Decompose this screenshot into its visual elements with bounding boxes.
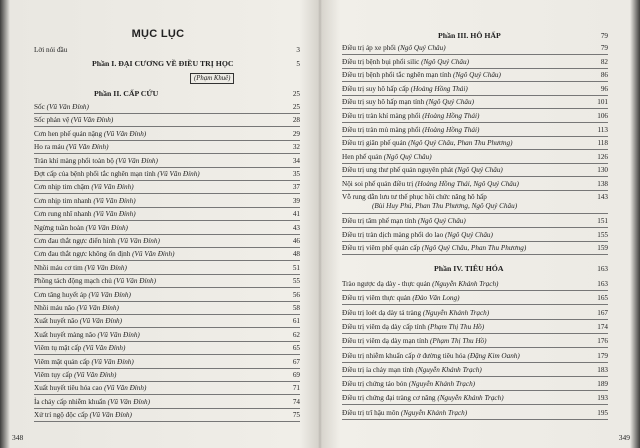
toc-entry-page: 101 (597, 98, 608, 107)
toc-entry-author: (Ngô Quý Châu) (383, 152, 432, 161)
toc-entry (342, 124, 608, 137)
toc-entry (34, 208, 300, 221)
toc-entry-title: Cơn đau thắt ngực không ổn định (34, 250, 131, 259)
toc-entry-title: Nhồi máu cơ tim (34, 263, 83, 272)
toc-entry-page: 43 (292, 223, 300, 232)
toc-entry-title: Cơn rung nhĩ nhanh (34, 210, 92, 219)
toc-entry-text (342, 151, 432, 163)
toc-entry-text (34, 101, 89, 113)
toc-entry-author: (Hoàng Hồng Thái) (410, 84, 468, 93)
toc-entry (34, 155, 300, 168)
vo-rung-row (342, 191, 608, 214)
toc-entry (34, 195, 300, 208)
toc-entry-text (34, 222, 128, 234)
toc-entry-page: 35 (292, 170, 300, 178)
toc-entry-title: Nội soi phế quản điều trị (342, 180, 414, 188)
toc-entry-title: Cơn nhịp tim nhanh (34, 196, 92, 205)
toc-entry (34, 181, 300, 194)
toc-entry (342, 307, 608, 320)
toc-entry-text (34, 248, 174, 260)
toc-entry-text (34, 155, 158, 167)
toc-entry-page: 174 (597, 322, 608, 331)
toc-entry-page: 61 (292, 317, 300, 326)
toc-entry-text (34, 208, 136, 220)
toc-entry-text (34, 369, 116, 381)
toc-entry-text (34, 409, 132, 421)
part4-page: 163 (597, 265, 608, 273)
toc-entry-page: 179 (597, 351, 608, 360)
toc-entry-author: (Nguyễn Khánh Trạch) (422, 308, 490, 317)
toc-entry-title: Điều trị suy hô hấp cấp (342, 84, 409, 93)
toc-entry (342, 350, 608, 363)
toc-entry-page: 65 (292, 344, 300, 353)
toc-entry-page: 69 (292, 371, 300, 379)
toc-entry-author: (Nguyễn Khánh Trạch) (408, 380, 476, 389)
toc-entry (34, 235, 300, 248)
toc-entry (342, 392, 608, 405)
toc-entry-author: (Nguyễn Khánh Trạch) (432, 280, 499, 288)
toc-entry-text (34, 302, 119, 314)
toc-entry-title: Tràn khí màng phổi toàn bộ (34, 156, 114, 165)
toc-entry-author: (Ngô Quý Châu, Phan Thu Phương) (421, 244, 527, 253)
toc-entry-title: Cơn đau thắt ngực điển hình (34, 237, 116, 245)
toc-entry-text (342, 392, 504, 404)
toc-entry-text (34, 235, 160, 247)
toc-entry-author: (Vũ Văn Đính) (76, 304, 119, 312)
right-top-page: 79 (600, 32, 608, 40)
toc-entry-author: (Nguyễn Khánh Trạch) (437, 394, 504, 403)
toc-entry-author: (Ngô Quý Châu) (454, 166, 503, 175)
toc-entry-page: 155 (597, 230, 608, 239)
toc-entry-page: 32 (292, 143, 300, 152)
toc-entry-text (342, 42, 446, 54)
left-folio: 348 (12, 433, 24, 442)
toc-entry-page: 62 (292, 330, 300, 339)
toc-entry-page: 82 (600, 57, 608, 66)
toc-entry-page: 193 (597, 394, 608, 403)
toc-entry-author: (Ngô Quý Châu) (397, 44, 446, 52)
toc-entry-title: Điều trị tâm phế mạn tính (342, 217, 417, 225)
toc-entry-title: Điều trị ỉa chảy mạn tính (342, 365, 414, 374)
toc-entry-page: 39 (292, 196, 300, 205)
toc-entry-author: (Vũ Văn Đính) (70, 116, 114, 125)
toc-entry (34, 369, 300, 382)
toc-entry-title: Ngừng tuần hoàn (34, 223, 84, 232)
toc-entry-text (34, 289, 131, 301)
toc-entry-text (342, 335, 487, 347)
toc-entry-author: (Hoàng Hồng Thái) (422, 125, 480, 134)
toc-entry (34, 262, 300, 275)
toc-entry-page: 34 (292, 156, 300, 165)
part1-page: 5 (296, 60, 300, 68)
toc-entry-author: (Phạm Thị Thu Hồ) (430, 337, 487, 346)
right-page (322, 0, 634, 448)
toc-entry (342, 335, 608, 348)
toc-entry-title: Viêm tụ mật cấp (34, 344, 82, 353)
toc-entry (34, 128, 300, 141)
toc-entry (34, 289, 300, 302)
vo-rung-authors: (Bùi Huy Phú, Phan Thu Phương, Ngô Quý Châu) (372, 202, 518, 210)
toc-entry-title: Cơn tăng huyết áp (34, 290, 87, 299)
toc-entry-text (342, 407, 467, 419)
toc-entry-page: 74 (292, 397, 300, 406)
toc-entry-text (34, 356, 134, 368)
toc-entry-text (342, 307, 489, 319)
toc-entry (34, 114, 300, 127)
toc-entry-title: Đợt cấp của bệnh phổi tắc nghẽn mạn tính (34, 170, 156, 178)
toc-entry-author: (Vũ Văn Đính) (89, 411, 132, 420)
toc-entry-author: (Hoàng Hồng Thái) (422, 112, 480, 120)
toc-entry (342, 321, 608, 334)
toc-entry-title: Sốc (34, 103, 45, 111)
toc-entry-page: 75 (292, 411, 300, 420)
toc-entry-author: (Ngô Quý Châu) (421, 57, 469, 66)
toc-entry-page: 118 (597, 139, 608, 148)
toc-entry-page: 37 (292, 183, 300, 192)
toc-entry-author: (Đặng Kim Oanh) (467, 351, 520, 360)
toc-entry-author: (Vũ Văn Đính) (91, 183, 134, 192)
toc-entry-author: (Vũ Văn Đính) (79, 317, 123, 326)
toc-entry-title: Điều trị nhiễm khuẩn cấp ở đường tiêu hóa (342, 351, 466, 360)
toc-entry (34, 396, 300, 409)
toc-entry-author: (Vũ Văn Đính) (85, 223, 128, 232)
part3-title: Phần III. HÔ HẤP (438, 31, 501, 40)
toc-entry-page: 67 (292, 357, 300, 366)
part1-row (34, 58, 300, 70)
toc-entry-title: Điều trị loét dạ dày tá tràng (342, 308, 422, 317)
toc-entry-page: 96 (600, 84, 608, 93)
toc-entry (342, 364, 608, 377)
toc-entry-author: (Vũ Văn Đính) (46, 103, 89, 111)
toc-entry-text (34, 128, 146, 140)
toc-entry-author: (Vũ Văn Đính) (93, 196, 136, 205)
toc-entry-title: Điều trị tràn dịch màng phổi do lao (342, 230, 444, 239)
toc-entry-text (34, 168, 200, 180)
toc-entry-text (342, 215, 466, 227)
toc-entry (34, 356, 300, 369)
part4-row (342, 263, 608, 275)
toc-entry-text (34, 141, 108, 153)
preface-label: Lời nói đầu (34, 46, 68, 54)
part2-row (34, 88, 300, 100)
toc-entry-page: 159 (597, 244, 608, 253)
toc-entry-text (342, 69, 501, 81)
toc-entry (342, 164, 608, 177)
toc-entry-author: (Vũ Văn Đính) (157, 170, 200, 178)
toc-entry-page: 183 (597, 365, 608, 374)
preface-page: 3 (296, 46, 300, 54)
toc-entry (34, 141, 300, 154)
toc-entry-author: (Ngô Quý Châu, Phan Thu Phương) (408, 139, 513, 148)
toc-entry-title: Viêm mật quản cấp (34, 357, 90, 366)
toc-entry-title: Ho ra máu (34, 143, 65, 152)
toc-entry-page: 195 (597, 408, 608, 417)
toc-entry-title: Cơn nhịp tim chậm (34, 183, 90, 192)
toc-entry-title: Viêm tụy cấp (34, 371, 73, 379)
toc-entry-title: Nhồi máu não (34, 304, 75, 312)
toc-entry-author: (Nguyễn Khánh Trạch) (400, 408, 468, 417)
toc-entry-text (342, 178, 519, 190)
toc-entry (342, 292, 608, 305)
right-top-row (342, 30, 608, 42)
toc-entry-text (34, 342, 125, 354)
toc-entry-author: (Ngô Quý Châu) (445, 230, 493, 239)
toc-entry-title: Điều trị tràn mủ màng phổi (342, 125, 421, 134)
toc-entry-author: (Ngô Quý Châu) (452, 71, 501, 80)
toc-entry-author: (Vũ Văn Đính) (88, 290, 131, 299)
toc-entry-title: Điều trị chứng táo bón (342, 380, 407, 389)
toc-entry-author: (Vũ Văn Đính) (104, 384, 147, 393)
part1-title: Phần I. ĐẠI CƯƠNG VỀ ĐIỀU TRỊ HỌC (92, 59, 234, 68)
toc-entry-title: Điều trị viêm dạ dày mạn tính (342, 337, 429, 346)
toc-entry (34, 248, 300, 261)
preface-row (34, 44, 300, 56)
toc-entry-page: 130 (597, 166, 608, 175)
toc-entry-text (342, 229, 493, 241)
toc-entry (342, 215, 608, 228)
toc-entry (34, 302, 300, 315)
toc-entry-author: (Vũ Văn Đính) (117, 237, 160, 245)
toc-entry-text (34, 315, 122, 327)
toc-entry-title: Cơn hen phế quản nặng (34, 129, 103, 138)
toc-entry (342, 407, 608, 420)
toc-entry-text (342, 350, 520, 362)
toc-entry-page: 79 (600, 44, 608, 52)
left-page (8, 0, 320, 448)
toc-entry-author: (Đào Văn Long) (412, 294, 460, 303)
toc-entry (34, 168, 300, 181)
toc-entry-text (342, 242, 526, 254)
toc-entry-author: (Vũ Văn Đính) (93, 210, 136, 219)
toc-entry-text (342, 321, 484, 333)
toc-entry-title: Ỉa chảy cấp nhiễm khuẩn (34, 397, 106, 406)
toc-entry-page: 138 (597, 180, 608, 188)
toc-entry-text (34, 195, 136, 207)
toc-entry-title: Điều trị bệnh phổi tắc nghẽn mạn tính (342, 71, 452, 80)
toc-entry-title: Hen phế quản (342, 152, 382, 161)
toc-entry-text (342, 110, 479, 122)
toc-entry-page: 176 (597, 337, 608, 346)
toc-entry-title: Điều trị suy hô hấp mạn tính (342, 98, 425, 107)
toc-entry-page: 113 (597, 125, 608, 134)
toc-entry-author: (Ngô Quý Châu) (417, 217, 466, 225)
toc-entry-page: 28 (292, 116, 300, 125)
toc-entry-title: Điều trị trĩ hậu môn (342, 408, 400, 417)
toc-entry-page: 51 (292, 263, 300, 272)
toc-entry-text (342, 292, 460, 304)
toc-entry-author: (Vũ Văn Đính) (83, 344, 126, 353)
toc-entry-author: (Vũ Văn Đính) (66, 143, 109, 152)
toc-entry (342, 96, 608, 109)
toc-entry-title: Điều trị viêm thực quản (342, 294, 411, 303)
toc-entry-page: 48 (292, 250, 300, 259)
part2-page: 25 (292, 90, 300, 98)
right-folio: 349 (618, 433, 630, 442)
toc-entry-page: 41 (292, 210, 300, 219)
toc-entry-text (34, 262, 127, 274)
toc-entry-text (342, 124, 479, 136)
toc-entry-author: (Vũ Văn Đính) (132, 250, 175, 259)
toc-entry-title: Xử trí ngộ độc cấp (34, 411, 88, 420)
toc-entry-title: Xuất huyết tiêu hóa cao (34, 384, 103, 393)
toc-entry (342, 42, 608, 55)
vo-rung-title: Vỗ rung dẫn lưu tư thế phục hồi chức năng hô hấp (342, 193, 487, 201)
toc-title: MỤC LỤC (131, 28, 185, 40)
toc-entry-text (34, 275, 156, 287)
toc-entry-page: 46 (292, 237, 300, 245)
toc-entry (342, 137, 608, 150)
toc-entry (342, 278, 608, 291)
toc-entry-text (342, 164, 503, 176)
toc-entry (342, 83, 608, 96)
toc-entry (342, 242, 608, 255)
toc-entry-author: (Vũ Văn Đính) (97, 330, 140, 339)
toc-entry-page: 106 (597, 112, 608, 120)
toc-entry-author: (Ngô Quý Châu) (426, 98, 474, 107)
toc-entry-author: (Vũ Văn Đính) (84, 263, 127, 272)
toc-entry-title: Xuất huyết não (34, 317, 78, 326)
toc-entry-text (342, 278, 498, 290)
toc-entry-page: 126 (597, 152, 608, 161)
toc-entry-text (34, 396, 150, 408)
toc-entry (342, 151, 608, 164)
toc-entry-author: (Vũ Văn Đính) (91, 357, 134, 366)
toc-entry (342, 56, 608, 69)
toc-entry-author: (Vũ Văn Đính) (113, 277, 156, 286)
toc-entry-title: Điều trị viêm phế quản cấp (342, 244, 421, 253)
toc-entry (34, 382, 300, 395)
part4-title: Phần IV. TIÊU HÓA (434, 264, 504, 273)
toc-entry-title: Xuất huyết màng não (34, 330, 96, 339)
toc-entry-page: 29 (292, 129, 300, 138)
toc-entry (34, 275, 300, 288)
toc-entry-page: 55 (292, 277, 300, 286)
toc-entry-page: 165 (597, 294, 608, 303)
toc-entry-author: (Vũ Văn Đính) (74, 371, 117, 379)
toc-entry-text (34, 382, 146, 394)
toc-entry-page: 86 (600, 71, 608, 80)
toc-entry (34, 342, 300, 355)
toc-entry-text (34, 181, 134, 193)
toc-entry-page: 58 (292, 304, 300, 312)
toc-entry-title: Điều trị chứng đại tràng cơ năng (342, 394, 436, 403)
toc-entry (34, 101, 300, 114)
toc-entry-page: 163 (597, 280, 608, 288)
toc-entry-page: 71 (292, 384, 300, 393)
toc-entry-text (342, 378, 475, 390)
toc-entry (342, 178, 608, 191)
toc-entry-text (342, 364, 482, 376)
toc-entry-title: Điều trị viêm dạ dày cấp tính (342, 322, 426, 331)
part1-author-box: (Phạm Khuê) (190, 73, 234, 84)
toc-entry-page: 56 (292, 290, 300, 299)
toc-entry-text (342, 137, 512, 149)
toc-entry-text (34, 329, 140, 341)
toc-entry (342, 229, 608, 242)
part2-title: Phần II. CẤP CỨU (94, 89, 159, 98)
toc-entry (34, 329, 300, 342)
toc-entry-title: Sốc phản vệ (34, 116, 70, 125)
toc-entry-title: Điều trị bệnh bụi phổi silic (342, 57, 420, 66)
toc-entry (34, 315, 300, 328)
toc-entry-text (342, 56, 469, 68)
toc-entry-author: (Vũ Văn Đính) (103, 129, 147, 138)
toc-entry (342, 110, 608, 123)
toc-entry-title: Phồng tách động mạch chủ (34, 277, 112, 286)
toc-entry (342, 69, 608, 82)
toc-entry-title: Điều trị áp xe phổi (342, 44, 396, 52)
toc-entry (34, 409, 300, 422)
toc-entry-title: Điều trị tràn khí màng phổi (342, 112, 421, 120)
toc-entry-text (342, 83, 468, 95)
toc-entry-author: (Nguyễn Khánh Trạch) (415, 365, 482, 374)
toc-entry-text (34, 114, 113, 126)
vo-rung-page: 143 (597, 193, 608, 201)
toc-entry-author: (Phạm Thị Thu Hồ) (427, 322, 485, 331)
toc-entry (34, 222, 300, 235)
toc-entry-page: 167 (597, 308, 608, 317)
toc-entry-author: (Vũ Văn Đính) (115, 156, 158, 165)
toc-entry-author: (Vũ Văn Đính) (107, 397, 150, 406)
toc-entry-title: Điều trị ung thư phế quản nguyên phát (342, 166, 454, 175)
toc-entry (342, 378, 608, 391)
toc-entry-page: 189 (597, 380, 608, 389)
toc-entry-author: (Hoàng Hồng Thái, Ngô Quý Châu) (415, 180, 519, 188)
toc-entry-title: Điều trị giãn phế quản (342, 139, 407, 148)
toc-entry-page: 25 (292, 103, 300, 111)
toc-entry-page: 151 (597, 217, 608, 225)
toc-entry-title: Trào ngược dạ dày - thực quản (342, 280, 431, 288)
toc-entry-text (342, 96, 474, 108)
